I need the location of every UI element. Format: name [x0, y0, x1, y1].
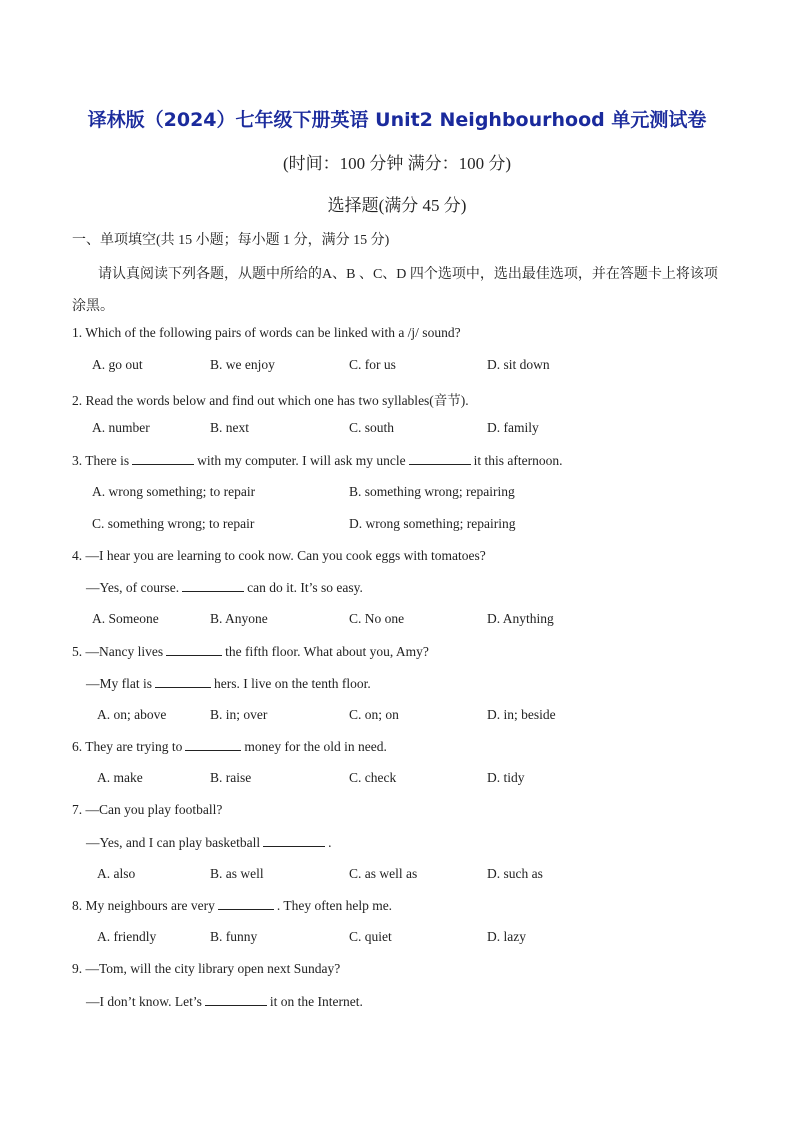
- option-c: C. as well as: [349, 866, 418, 881]
- option-c: C. something wrong; to repair: [92, 516, 255, 531]
- answer-blank: [155, 675, 211, 688]
- option-b: B. funny: [210, 929, 258, 944]
- option-b: B. Anyone: [210, 611, 268, 626]
- option-b: B. next: [210, 420, 249, 435]
- option-d: D. sit down: [487, 357, 550, 372]
- answer-blank: [218, 897, 274, 910]
- question-9-reply: [86, 993, 363, 1010]
- question-stem: money for the old in need.: [244, 739, 387, 754]
- question-stem: —I hear you are learning to cook now. Can you cook eggs with tomatoes?: [85, 548, 486, 563]
- question-number: 3.: [72, 453, 83, 468]
- question-number: 9.: [72, 961, 83, 976]
- option-c: C. south: [349, 420, 395, 435]
- exam-time-score: (时间：100 分钟 满分：100 分): [282, 154, 512, 173]
- exam-title: 译林版（2024）七年级下册英语 Unit2 Neighbourhood 单元测试卷: [87, 109, 707, 131]
- question-number: 6.: [72, 739, 83, 754]
- option-a: A. make: [97, 770, 143, 785]
- option-d: D. such as: [487, 866, 543, 881]
- answer-blank: [166, 643, 222, 656]
- option-d: D. family: [487, 420, 539, 435]
- question-stem: —Yes, and I can play basketball: [86, 835, 261, 850]
- option-b: B. as well: [210, 866, 264, 881]
- question-7-reply: [86, 834, 331, 851]
- question-stem: —My flat is: [86, 676, 152, 691]
- question-6: [72, 738, 387, 755]
- question-stem: it this afternoon.: [473, 453, 563, 468]
- section-heading: 选择题(满分 45 分): [327, 196, 467, 215]
- question-3: [72, 452, 562, 469]
- option-b: B. raise: [210, 770, 252, 785]
- instructions: 请认真阅读下列各题，从题中所给的A、B 、C、D 四个选项中，选出最佳选项，并在答题卡上将该项涂黑。: [72, 267, 718, 314]
- question-stem: .: [328, 835, 332, 850]
- question-stem: . They often help me.: [276, 898, 393, 913]
- question-stem: They are trying to: [85, 739, 183, 754]
- question-number: 2.: [72, 393, 83, 408]
- option-a: A. number: [92, 420, 150, 435]
- question-stem: —Yes, of course.: [86, 580, 180, 595]
- question-5-reply: [86, 675, 371, 692]
- option-c: C. No one: [349, 611, 405, 626]
- option-c: C. for us: [349, 357, 396, 372]
- option-b: B. something wrong; repairing: [349, 484, 515, 499]
- question-1: [72, 325, 461, 341]
- part-heading: 一、单项填空(共 15 小题；每小题 1 分，满分 15 分): [72, 233, 390, 248]
- question-number: 1.: [72, 325, 83, 340]
- option-d: D. wrong something; repairing: [349, 516, 516, 531]
- answer-blank: [409, 452, 471, 465]
- option-a: A. go out: [92, 357, 143, 372]
- question-stem: There is: [85, 453, 130, 468]
- question-stem: hers. I live on the tenth floor.: [214, 676, 371, 691]
- option-a: A. also: [97, 866, 136, 881]
- question-2: [72, 389, 469, 409]
- question-stem: Read the words below and find out which one has two syllables(音节).: [85, 393, 469, 408]
- option-d: D. Anything: [487, 611, 554, 626]
- answer-blank: [205, 993, 267, 1006]
- question-stem: Which of the following pairs of words can be linked with a /j/ sound?: [85, 325, 461, 340]
- question-7: [72, 802, 222, 818]
- option-c: C. on; on: [349, 707, 399, 722]
- option-a: A. on; above: [97, 707, 167, 722]
- question-stem: with my computer. I will ask my uncle: [197, 453, 406, 468]
- question-stem: —I don’t know. Let’s: [86, 994, 202, 1009]
- question-number: 8.: [72, 898, 83, 913]
- question-4: [72, 548, 486, 564]
- answer-blank: [132, 452, 194, 465]
- option-a: A. friendly: [97, 929, 157, 944]
- option-b: B. we enjoy: [210, 357, 275, 372]
- question-stem: My neighbours are very: [85, 898, 215, 913]
- option-c: C. check: [349, 770, 397, 785]
- option-d: D. in; beside: [487, 707, 556, 722]
- question-stem: the fifth floor. What about you, Amy?: [225, 644, 429, 659]
- answer-blank: [182, 579, 244, 592]
- question-9: [72, 961, 340, 977]
- option-d: D. lazy: [487, 929, 526, 944]
- question-number: 5.: [72, 644, 83, 659]
- option-a: A. Someone: [92, 611, 159, 626]
- question-5: [72, 643, 429, 660]
- question-4-reply: [86, 579, 363, 596]
- option-b: B. in; over: [210, 707, 268, 722]
- question-number: 7.: [72, 802, 83, 817]
- question-8: [72, 897, 392, 914]
- question-stem: —Can you play football?: [85, 802, 223, 817]
- answer-blank: [263, 834, 325, 847]
- question-stem: it on the Internet.: [269, 994, 363, 1009]
- question-stem: can do it. It’s so easy.: [247, 580, 363, 595]
- answer-blank: [185, 738, 241, 751]
- question-stem: —Nancy lives: [85, 644, 164, 659]
- option-a: A. wrong something; to repair: [92, 484, 256, 499]
- option-c: C. quiet: [349, 929, 392, 944]
- question-stem: —Tom, will the city library open next Sunday?: [85, 961, 341, 976]
- question-number: 4.: [72, 548, 83, 563]
- option-d: D. tidy: [487, 770, 525, 785]
